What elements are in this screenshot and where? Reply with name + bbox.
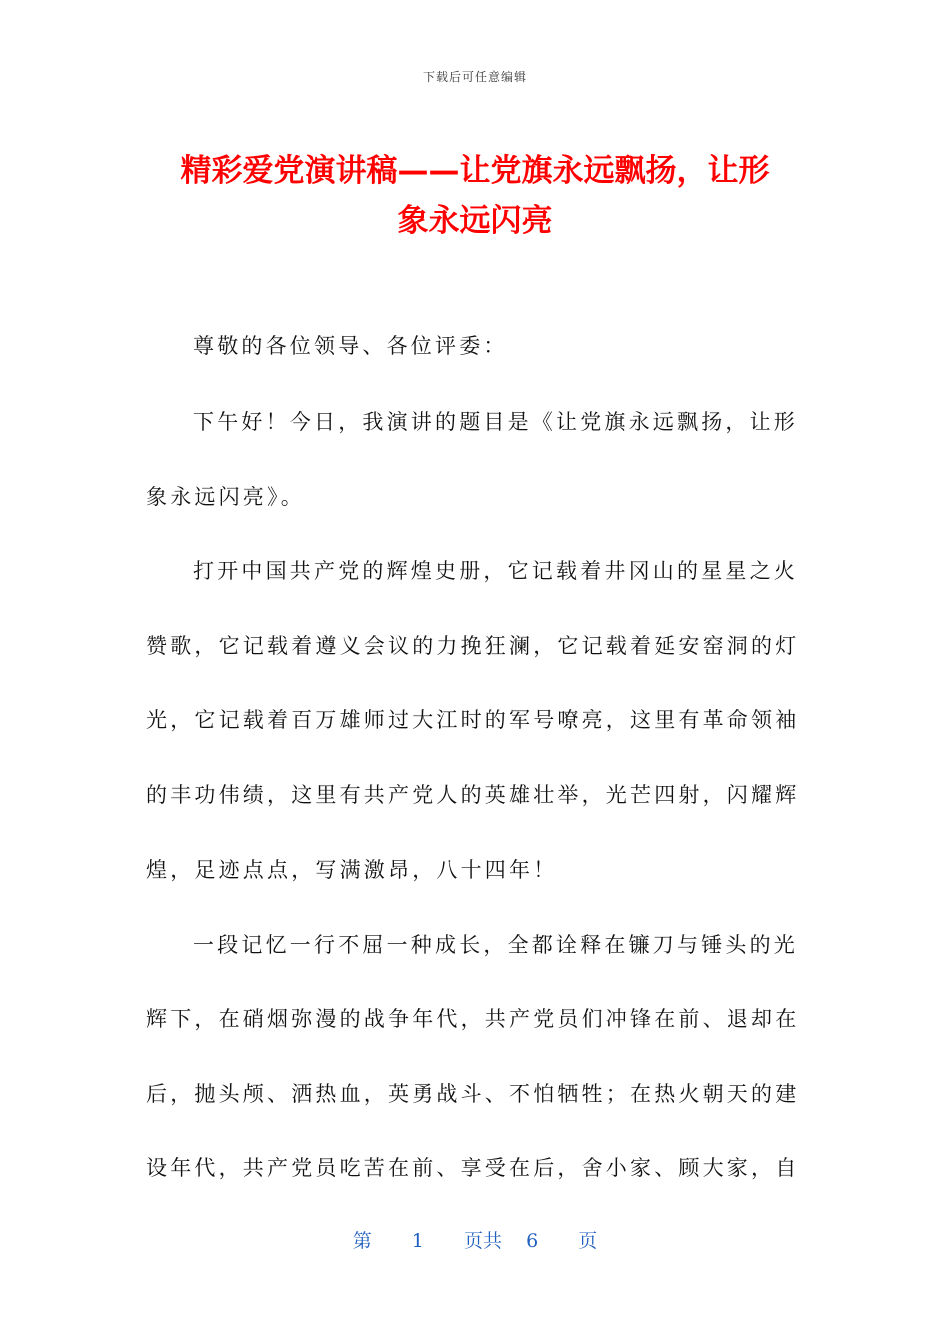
body-line: 下午好！今日，我演讲的题目是《让党旗永远飘扬，让形	[193, 410, 798, 434]
body-line: 设年代，共产党员吃苦在前、享受在后，舍小家、顾大家，自	[146, 1156, 800, 1180]
body-line: 后，抛头颅、洒热血，英勇战斗、不怕牺牲；在热火朝天的建	[146, 1082, 800, 1106]
body-line: 煌，足迹点点，写满激昂，八十四年！	[146, 858, 558, 882]
body-line: 的丰功伟绩，这里有共产党人的英雄壮举，光芒四射，闪耀辉	[146, 783, 800, 807]
document-body	[146, 0, 806, 1344]
footer-suffix: 页	[578, 1230, 598, 1252]
title-line-1: 精彩爱党演讲稿——让党旗永远飘扬，让形	[180, 153, 770, 189]
body-line: 象永远闪亮》。	[146, 485, 305, 509]
body-line: 尊敬的各位领导、各位评委：	[193, 334, 508, 358]
body-line: 辉下，在硝烟弥漫的战争年代，共产党员们冲锋在前、退却在	[146, 1007, 800, 1031]
footer-total-pages: 6	[526, 1230, 539, 1252]
body-line: 打开中国共产党的辉煌史册，它记载着井冈山的星星之火	[193, 559, 798, 583]
page-footer	[0, 1226, 950, 1253]
body-line: 一段记忆一行不屈一种成长，全都诠释在镰刀与锤头的光	[193, 933, 798, 957]
footer-page-number: 1	[411, 1230, 424, 1252]
body-line: 赞歌，它记载着遵义会议的力挽狂澜，它记载着延安窑洞的灯	[146, 634, 800, 658]
title-line-2: 象永远闪亮	[397, 203, 553, 239]
body-line: 光，它记载着百万雄师过大江时的军号嘹亮，这里有革命领袖	[146, 708, 800, 732]
footer-middle: 页共	[463, 1230, 502, 1252]
footer-prefix: 第	[352, 1230, 372, 1252]
header-note: 下载后可任意编辑	[422, 70, 527, 84]
